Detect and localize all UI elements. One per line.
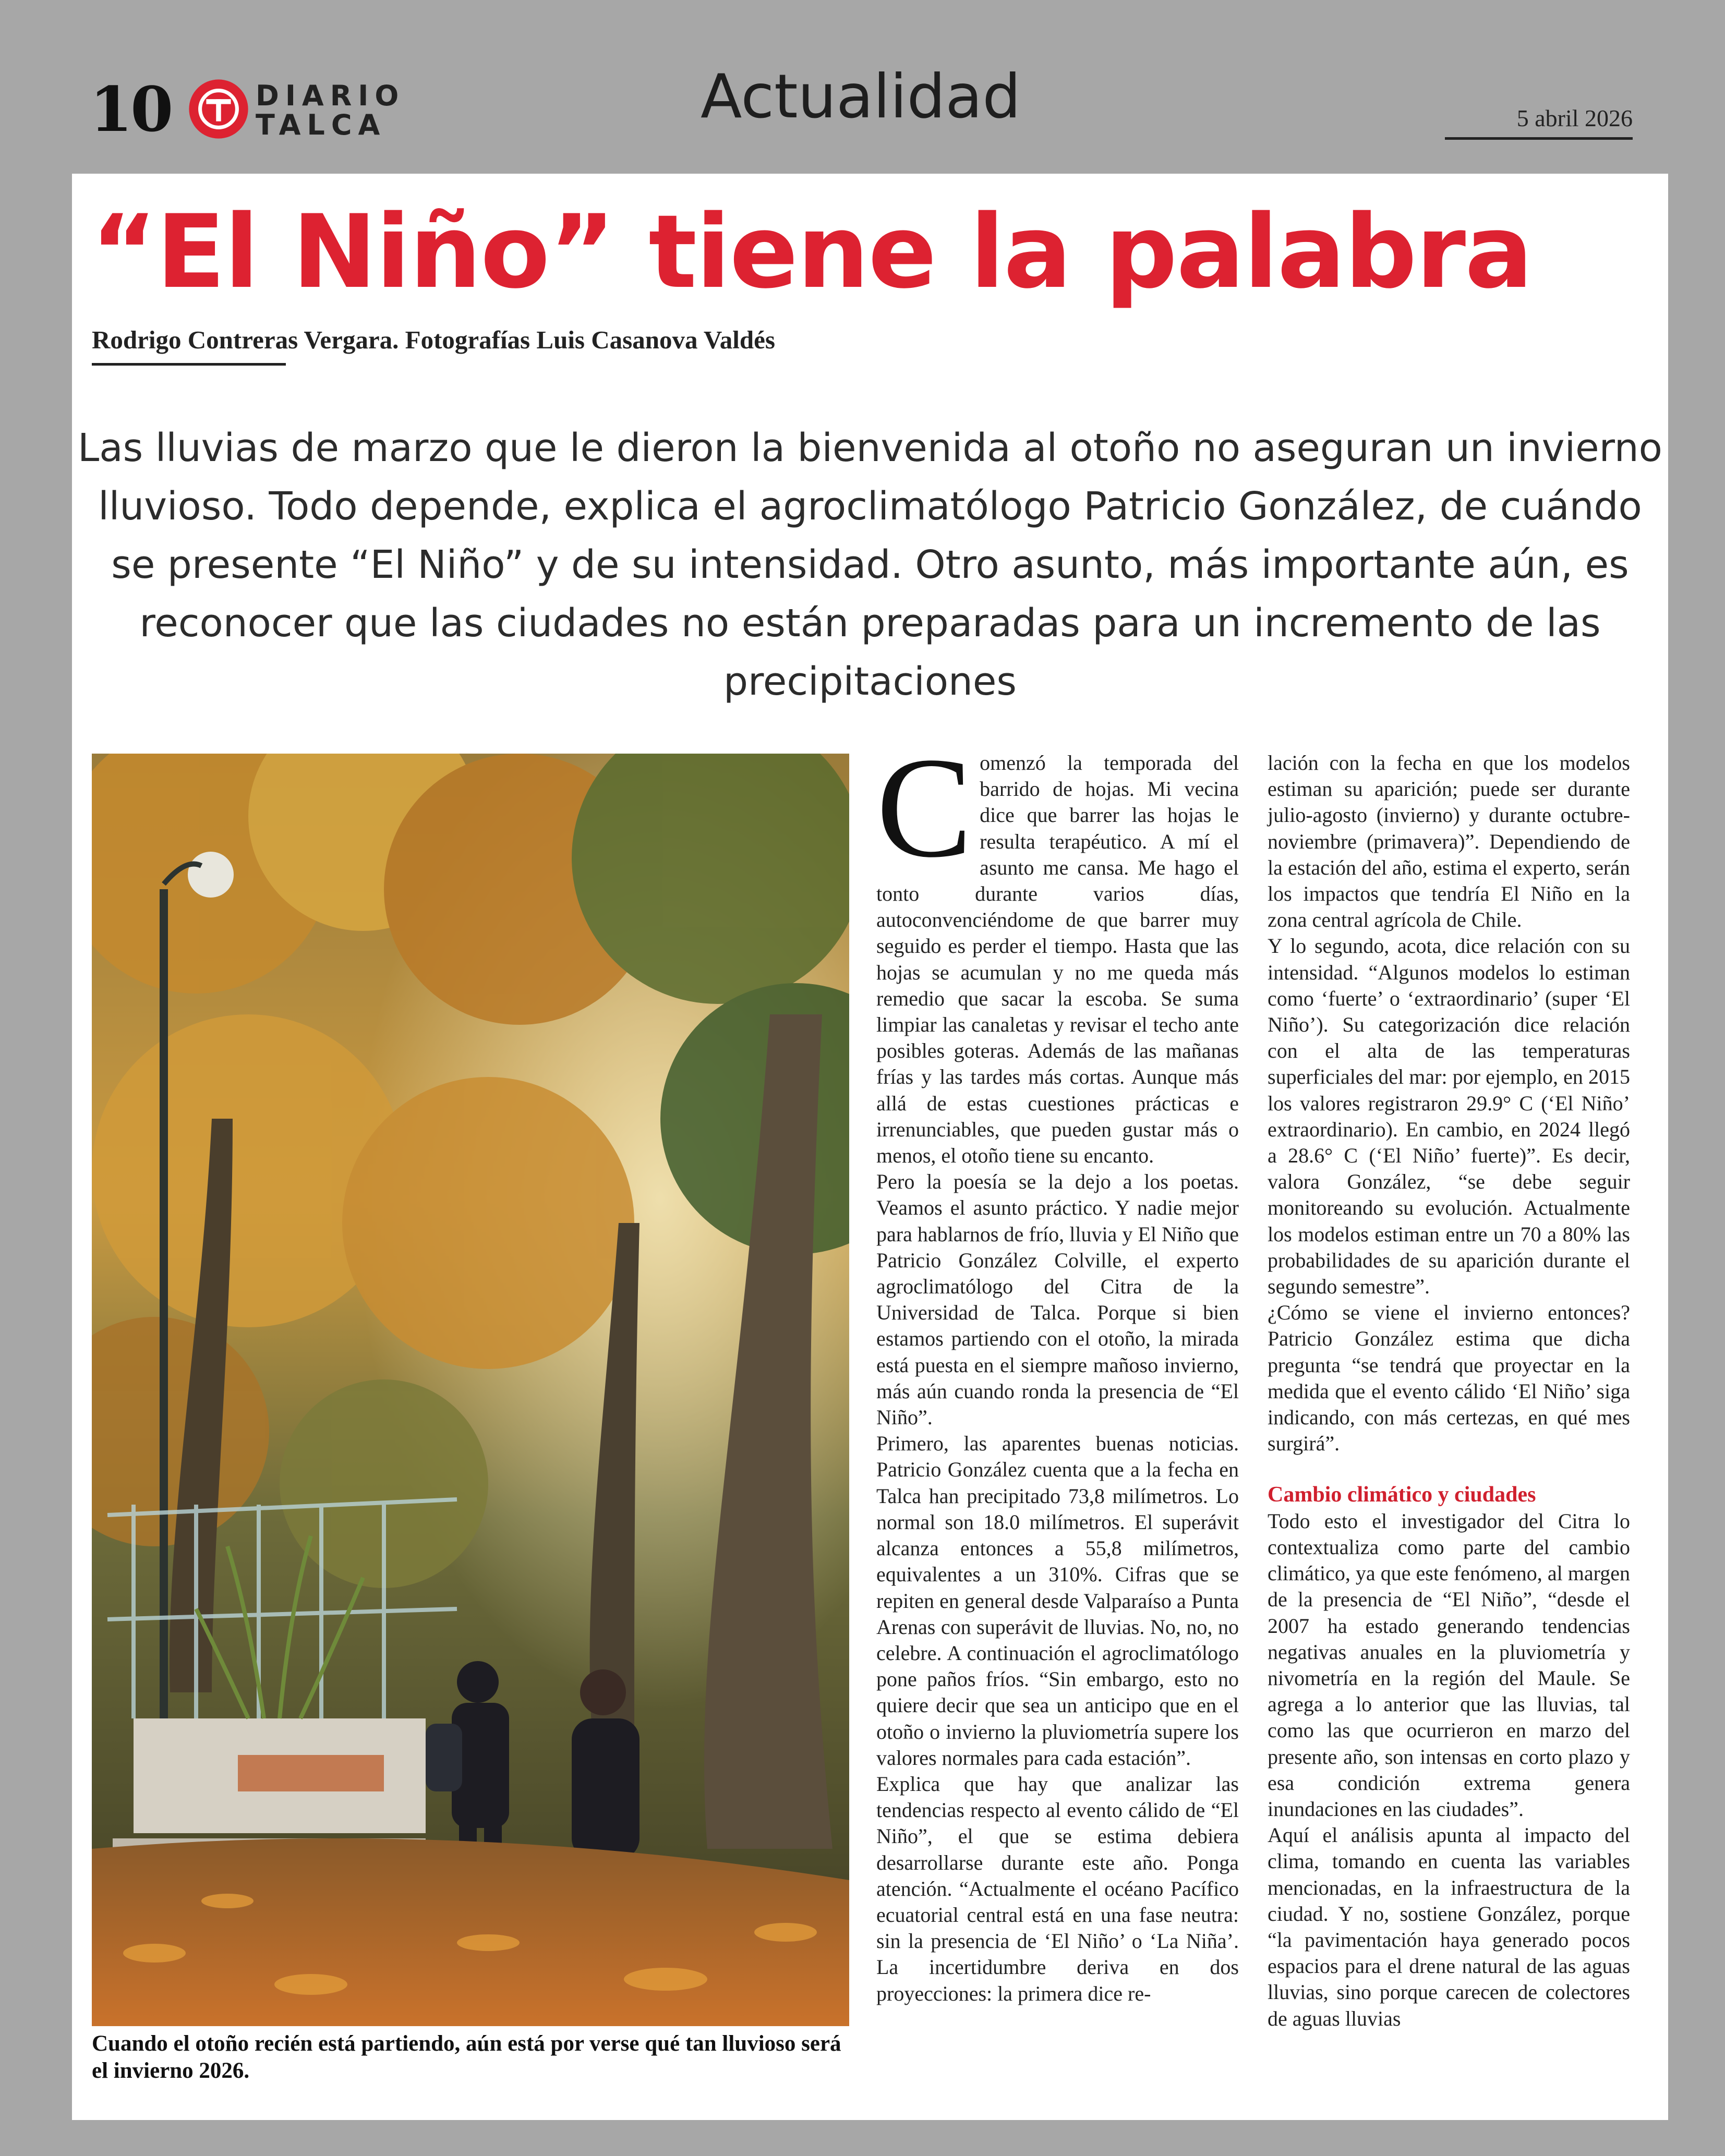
article-column-1	[876, 728, 1239, 2007]
article-column-2	[1268, 750, 1630, 2032]
section-title: Actualidad	[701, 62, 1021, 132]
issue-date: 5 abril 2026	[1445, 104, 1633, 140]
byline: Rodrigo Contreras Vergara. Fotografías Luis Casanova Valdés	[92, 325, 775, 354]
logo-text-line1: DIARIO	[256, 79, 405, 112]
col1-paragraph: omenzó la temporada del barrido de hojas. Mi vecina dice que barrer las hojas le resulta terapéutico. A mí el asunto me cansa. Me hago el tonto durante varios días, autoconvenciéndome de que barrer muy seguido es perder el tiempo. Hasta que las hojas se acumulan y no me queda más remedio que sacar la escoba. Se suma limpiar las canaletas y revisar el techo ante posibles goteras. Además de las mañanas frías y las tardes más cortas. Aunque más allá de estas cuestiones prácticas e irrenunciables, que pueden gustar más o menos, el otoño tiene su encanto.	[876, 751, 1239, 1168]
logo-mark-icon	[188, 78, 249, 140]
drop-cap: C	[876, 728, 973, 887]
autumn-park-photo	[92, 754, 849, 2026]
headline: “El Niño” tiene la palabra	[91, 193, 1532, 311]
col1-paragraph: Pero la poesía se la dejo a los poetas. Veamos el asunto práctico. Y nadie mejor para hablarnos de frío, lluvia y El Niño que Patricio González Colville, el experto agroclimatólogo del Citra de la Universidad de Talca. Porque si bien estamos partiendo con el otoño, la mirada está puesta en el siempre mañoso invierno, más aún cuando ronda la presencia de “El Niño”.	[876, 1170, 1239, 1430]
logo-text-line2: TALCA	[256, 108, 387, 141]
photo-caption: Cuando el otoño recién está partiendo, aún está por verse qué tan lluvioso será el invierno 2026.	[92, 2031, 841, 2083]
diario-talca-logo[interactable]	[188, 78, 405, 141]
subhead: Cambio climático y ciudades	[1268, 1483, 1536, 1507]
col2-paragraph: Todo esto el investigador del Citra lo contextualiza como parte del cambio climático, ya que este fenómeno, al margen de la presencia de “El Niño”, “desde el 2007 ha estado generando tendencias negativas anuales en la pluviometría y nivometría en la región del Maule. Se agrega a lo anterior que las lluvias, tal como las que ocurrieron en marzo del presente año, son intensas en corto plazo y esa condición extrema genera inundaciones en las ciudades”.	[1268, 1509, 1630, 1821]
col2-paragraph: Y lo segundo, acota, dice relación con su intensidad. “Algunos modelos lo estiman como ‘fuerte’ o ‘extraordinario’ (super ‘El Niño’). Su categorización dice relación con el alta de las temperaturas superficiales del mar: por ejemplo, en 2015 los valores registraron 29.9° C (‘El Niño’ extraordinario). En cambio, en 2024 llegó a 28.6° C (‘El Niño’ fuerte)”. Es decir, valora González, “se debe seguir monitoreando su evolución. Actualmente los modelos estiman entre un 70 a 80% las probabilidades de su aparición durante el segundo semestre”.	[1268, 934, 1630, 1299]
page-number: 10	[90, 73, 172, 146]
col2-paragraph: ¿Cómo se viene el invierno entonces? Patricio González estima que dicha pregunta “se tendrá que proyectar en la medida que el evento cálido ‘El Niño’ siga indicando, con más certezas, en qué mes surgirá”.	[1268, 1301, 1630, 1456]
byline-rule	[92, 363, 286, 366]
col2-paragraph: lación con la fecha en que los modelos estiman su aparición; puede ser durante julio-agosto (invierno) y durante octubre-noviembre (primavera)”. Dependiendo de la estación del año, estima el experto, serán los impactos que tendría El Niño en la zona central agrícola de Chile.	[1268, 751, 1630, 932]
col2-paragraph: Aquí el análisis apunta al impacto del clima, tomando en cuenta las variables mencionadas, en la infraestructura de la ciudad. Y no, sostiene González, porque “la pavimentación haya generado pocos espacios para el drene natural de las aguas lluvias, sino porque carecen de colectores de aguas lluvias	[1268, 1823, 1630, 2030]
col1-paragraph: Primero, las aparentes buenas noticias. Patricio González cuenta que a la fecha en Talca han precipitado 73,8 milímetros. Lo normal son 18.0 milímetros. El superávit alcanza entonces a 55,8 milímetros, equivalentes a un 310%. Cifras que se repiten en general desde Valparaíso a Punta Arenas con superávit de lluvias. No, no, no celebre. A continuación el agroclimatólogo pone paños fríos. “Sin embargo, esto no quiere decir que sea un anticipo que en el otoño o invierno la pluviometría supere los valores normales para cada estación”.	[876, 1432, 1239, 1770]
lede: Las lluvias de marzo que le dieron la bienvenida al otoño no aseguran un invierno lluvioso. Todo depende, explica el agroclimatólogo Patricio González, de cuándo se presente “El Niño” y de su intensidad. Otro asunto, más importante aún, es reconocer que las ciudades no están preparadas para un incremento de las precipitaciones	[78, 426, 1662, 704]
article-sheet	[72, 174, 1668, 2120]
col1-paragraph: Explica que hay que analizar las tendencias respecto al evento cálido de “El Niño”, el que se estima debiera desarrollarse durante este año. Ponga atención. “Actualmente el océano Pacífico ecuatorial central está en una fase neutra: sin la presencia de ‘El Niño’ o ‘La Niña’. La incertidumbre deriva en dos proyecciones: la primera dice re-	[876, 1772, 1239, 2005]
